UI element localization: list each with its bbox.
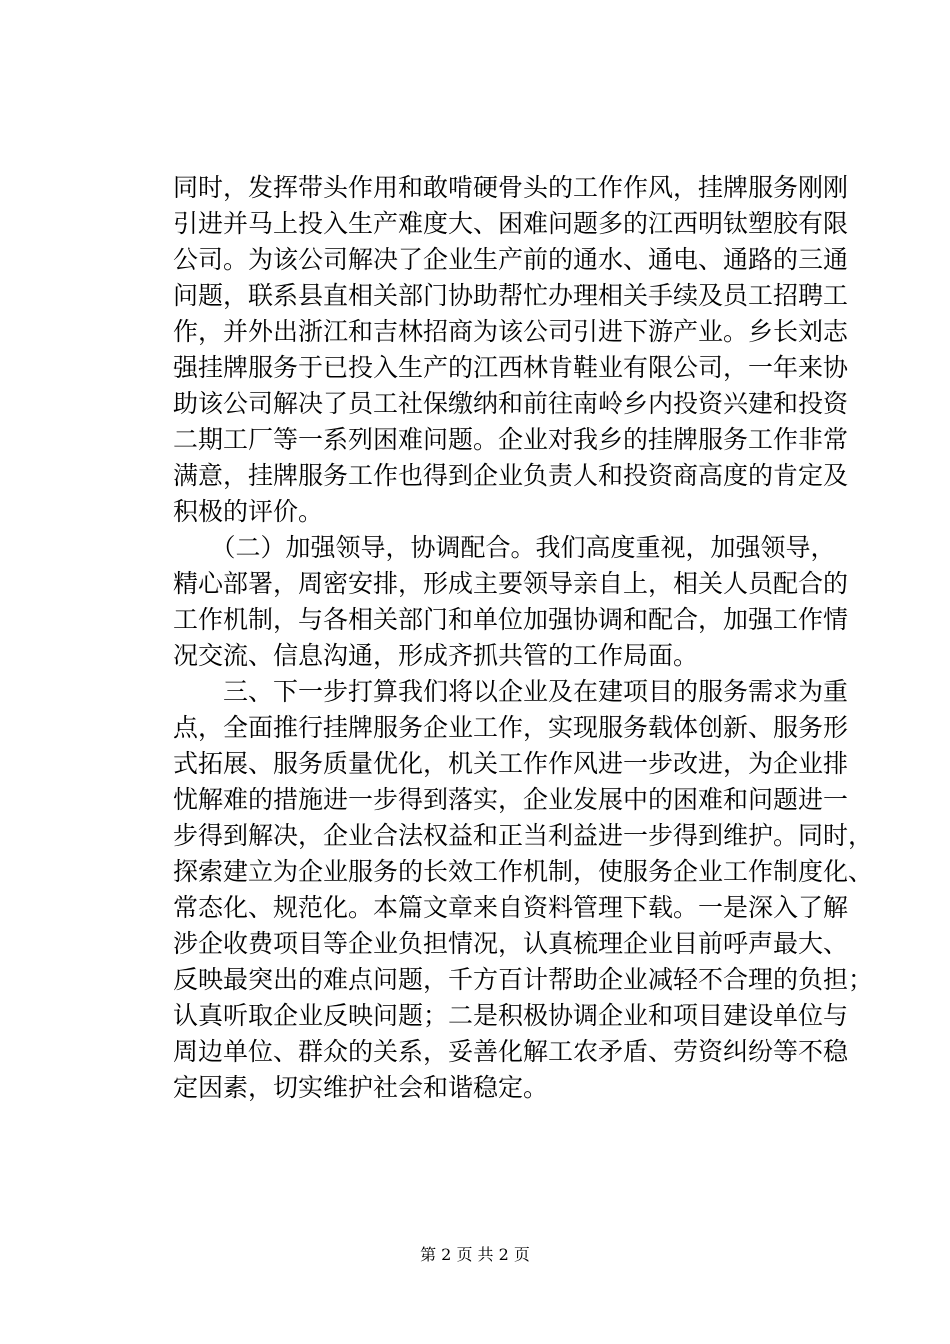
page-number-footer: 第 2 页 共 2 页 [420,1245,530,1264]
text-line: 步得到解决，企业合法权益和正当利益进一步得到维护。同时， [173,821,874,850]
text-line: 强挂牌服务于已投入生产的江西林肯鞋业有限公司，一年来协 [173,353,849,382]
text-line: 认真听取企业反映问题；二是积极协调企业和项目建设单位与 [173,1001,849,1030]
text-line: 涉企收费项目等企业负担情况，认真梳理企业目前呼声最大、 [173,929,849,958]
text-line: 问题，联系县直相关部门协助帮忙办理相关手续及员工招聘工 [173,281,849,310]
text-line: 周边单位、群众的关系，妥善化解工农矛盾、劳资纠纷等不稳 [173,1037,849,1066]
text-line: 反映最突出的难点问题，千方百计帮助企业减轻不合理的负担； [173,965,874,994]
text-line: 工作机制，与各相关部门和单位加强协调和配合，加强工作情 [173,605,849,634]
text-line: 满意，挂牌服务工作也得到企业负责人和投资商高度的肯定及 [173,461,849,490]
text-line: 探索建立为企业服务的长效工作机制，使服务企业工作制度化、 [173,857,874,886]
text-line: 积极的评价。 [173,497,324,526]
text-line: 式拓展、服务质量优化，机关工作作风进一步改进，为企业排 [173,749,849,778]
text-line: 三、下一步打算我们将以企业及在建项目的服务需求为重 [173,677,849,706]
text-line: 况交流、信息沟通，形成齐抓共管的工作局面。 [173,641,699,670]
text-line: 作，并外出浙江和吉林招商为该公司引进下游产业。乡长刘志 [173,317,849,346]
text-line: 精心部署，周密安排，形成主要领导亲自上，相关人员配合的 [173,569,849,598]
text-line: 二期工厂等一系列困难问题。企业对我乡的挂牌服务工作非常 [173,425,849,454]
text-line: 忧解难的措施进一步得到落实，企业发展中的困难和问题进一 [173,785,849,814]
body-text [173,170,874,1106]
text-line: 点，全面推行挂牌服务企业工作，实现服务载体创新、服务形 [173,713,849,742]
text-line: 助该公司解决了员工社保缴纳和前往南岭乡内投资兴建和投资 [173,389,849,418]
text-line: 公司。为该公司解决了企业生产前的通水、通电、通路的三通 [173,245,849,274]
text-line: （二）加强领导，协调配合。我们高度重视，加强领导， [173,533,836,562]
text-line: 常态化、规范化。本篇文章来自资料管理下载。一是深入了解 [173,893,849,922]
text-line: 引进并马上投入生产难度大、困难问题多的江西明钛塑胶有限 [173,209,849,238]
text-line: 同时，发挥带头作用和敢啃硬骨头的工作作风，挂牌服务刚刚 [173,173,849,202]
text-line: 定因素，切实维护社会和谐稳定。 [173,1073,549,1102]
